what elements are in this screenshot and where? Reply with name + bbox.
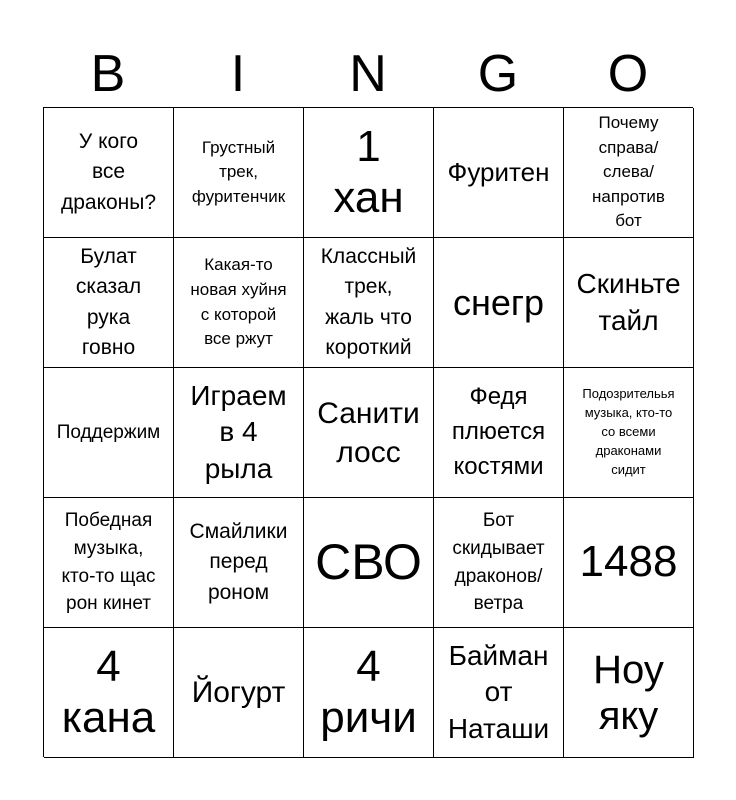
bingo-cell[interactable]: Почему справа/ слева/ напротив бот xyxy=(564,108,694,238)
bingo-cell[interactable]: снегр xyxy=(434,238,564,368)
bingo-cell[interactable]: У кого все драконы? xyxy=(44,108,174,238)
bingo-cell[interactable]: СВО xyxy=(304,498,434,628)
bingo-cell[interactable]: Санити лосс xyxy=(304,368,434,498)
bingo-cell[interactable]: Булат сказал рука говно xyxy=(44,238,174,368)
bingo-cell[interactable]: 1488 xyxy=(564,498,694,628)
bingo-cell[interactable]: Грустный трек, фуритенчик xyxy=(174,108,304,238)
bingo-board xyxy=(43,107,693,757)
bingo-cell[interactable]: Байман от Наташи xyxy=(434,628,564,758)
bingo-cell[interactable]: 4 кана xyxy=(44,628,174,758)
bingo-cell[interactable]: Какая-то новая хуйня с которой все ржут xyxy=(174,238,304,368)
bingo-cell[interactable]: Федя плюется костями xyxy=(434,368,564,498)
bingo-cell[interactable]: 4 ричи xyxy=(304,628,434,758)
header-letter-n: N xyxy=(349,45,387,103)
bingo-cell[interactable]: Скиньте тайл xyxy=(564,238,694,368)
header-letter-b: B xyxy=(90,45,126,103)
bingo-cell[interactable]: Ноу яку xyxy=(564,628,694,758)
bingo-header xyxy=(43,40,693,108)
bingo-cell[interactable]: Победная музыка, кто-то щас рон кинет xyxy=(44,498,174,628)
bingo-cell[interactable]: Смайлики перед роном xyxy=(174,498,304,628)
bingo-cell[interactable]: Классный трек, жаль что короткий xyxy=(304,238,434,368)
bingo-cell[interactable]: Бот скидывает драконов/ ветра xyxy=(434,498,564,628)
header-letter-i: I xyxy=(230,45,246,103)
bingo-cell[interactable]: Йогурт xyxy=(174,628,304,758)
header-letter-o: O xyxy=(607,45,649,103)
bingo-cell[interactable]: 1 хан xyxy=(304,108,434,238)
bingo-cell[interactable]: Фуритен xyxy=(434,108,564,238)
header-letter-g: G xyxy=(477,45,519,103)
bingo-cell[interactable]: Подозрительья музыка, кто-то со всеми драконами сидит xyxy=(564,368,694,498)
bingo-cell[interactable]: Играем в 4 рыла xyxy=(174,368,304,498)
bingo-cell[interactable]: Поддержим xyxy=(44,368,174,498)
